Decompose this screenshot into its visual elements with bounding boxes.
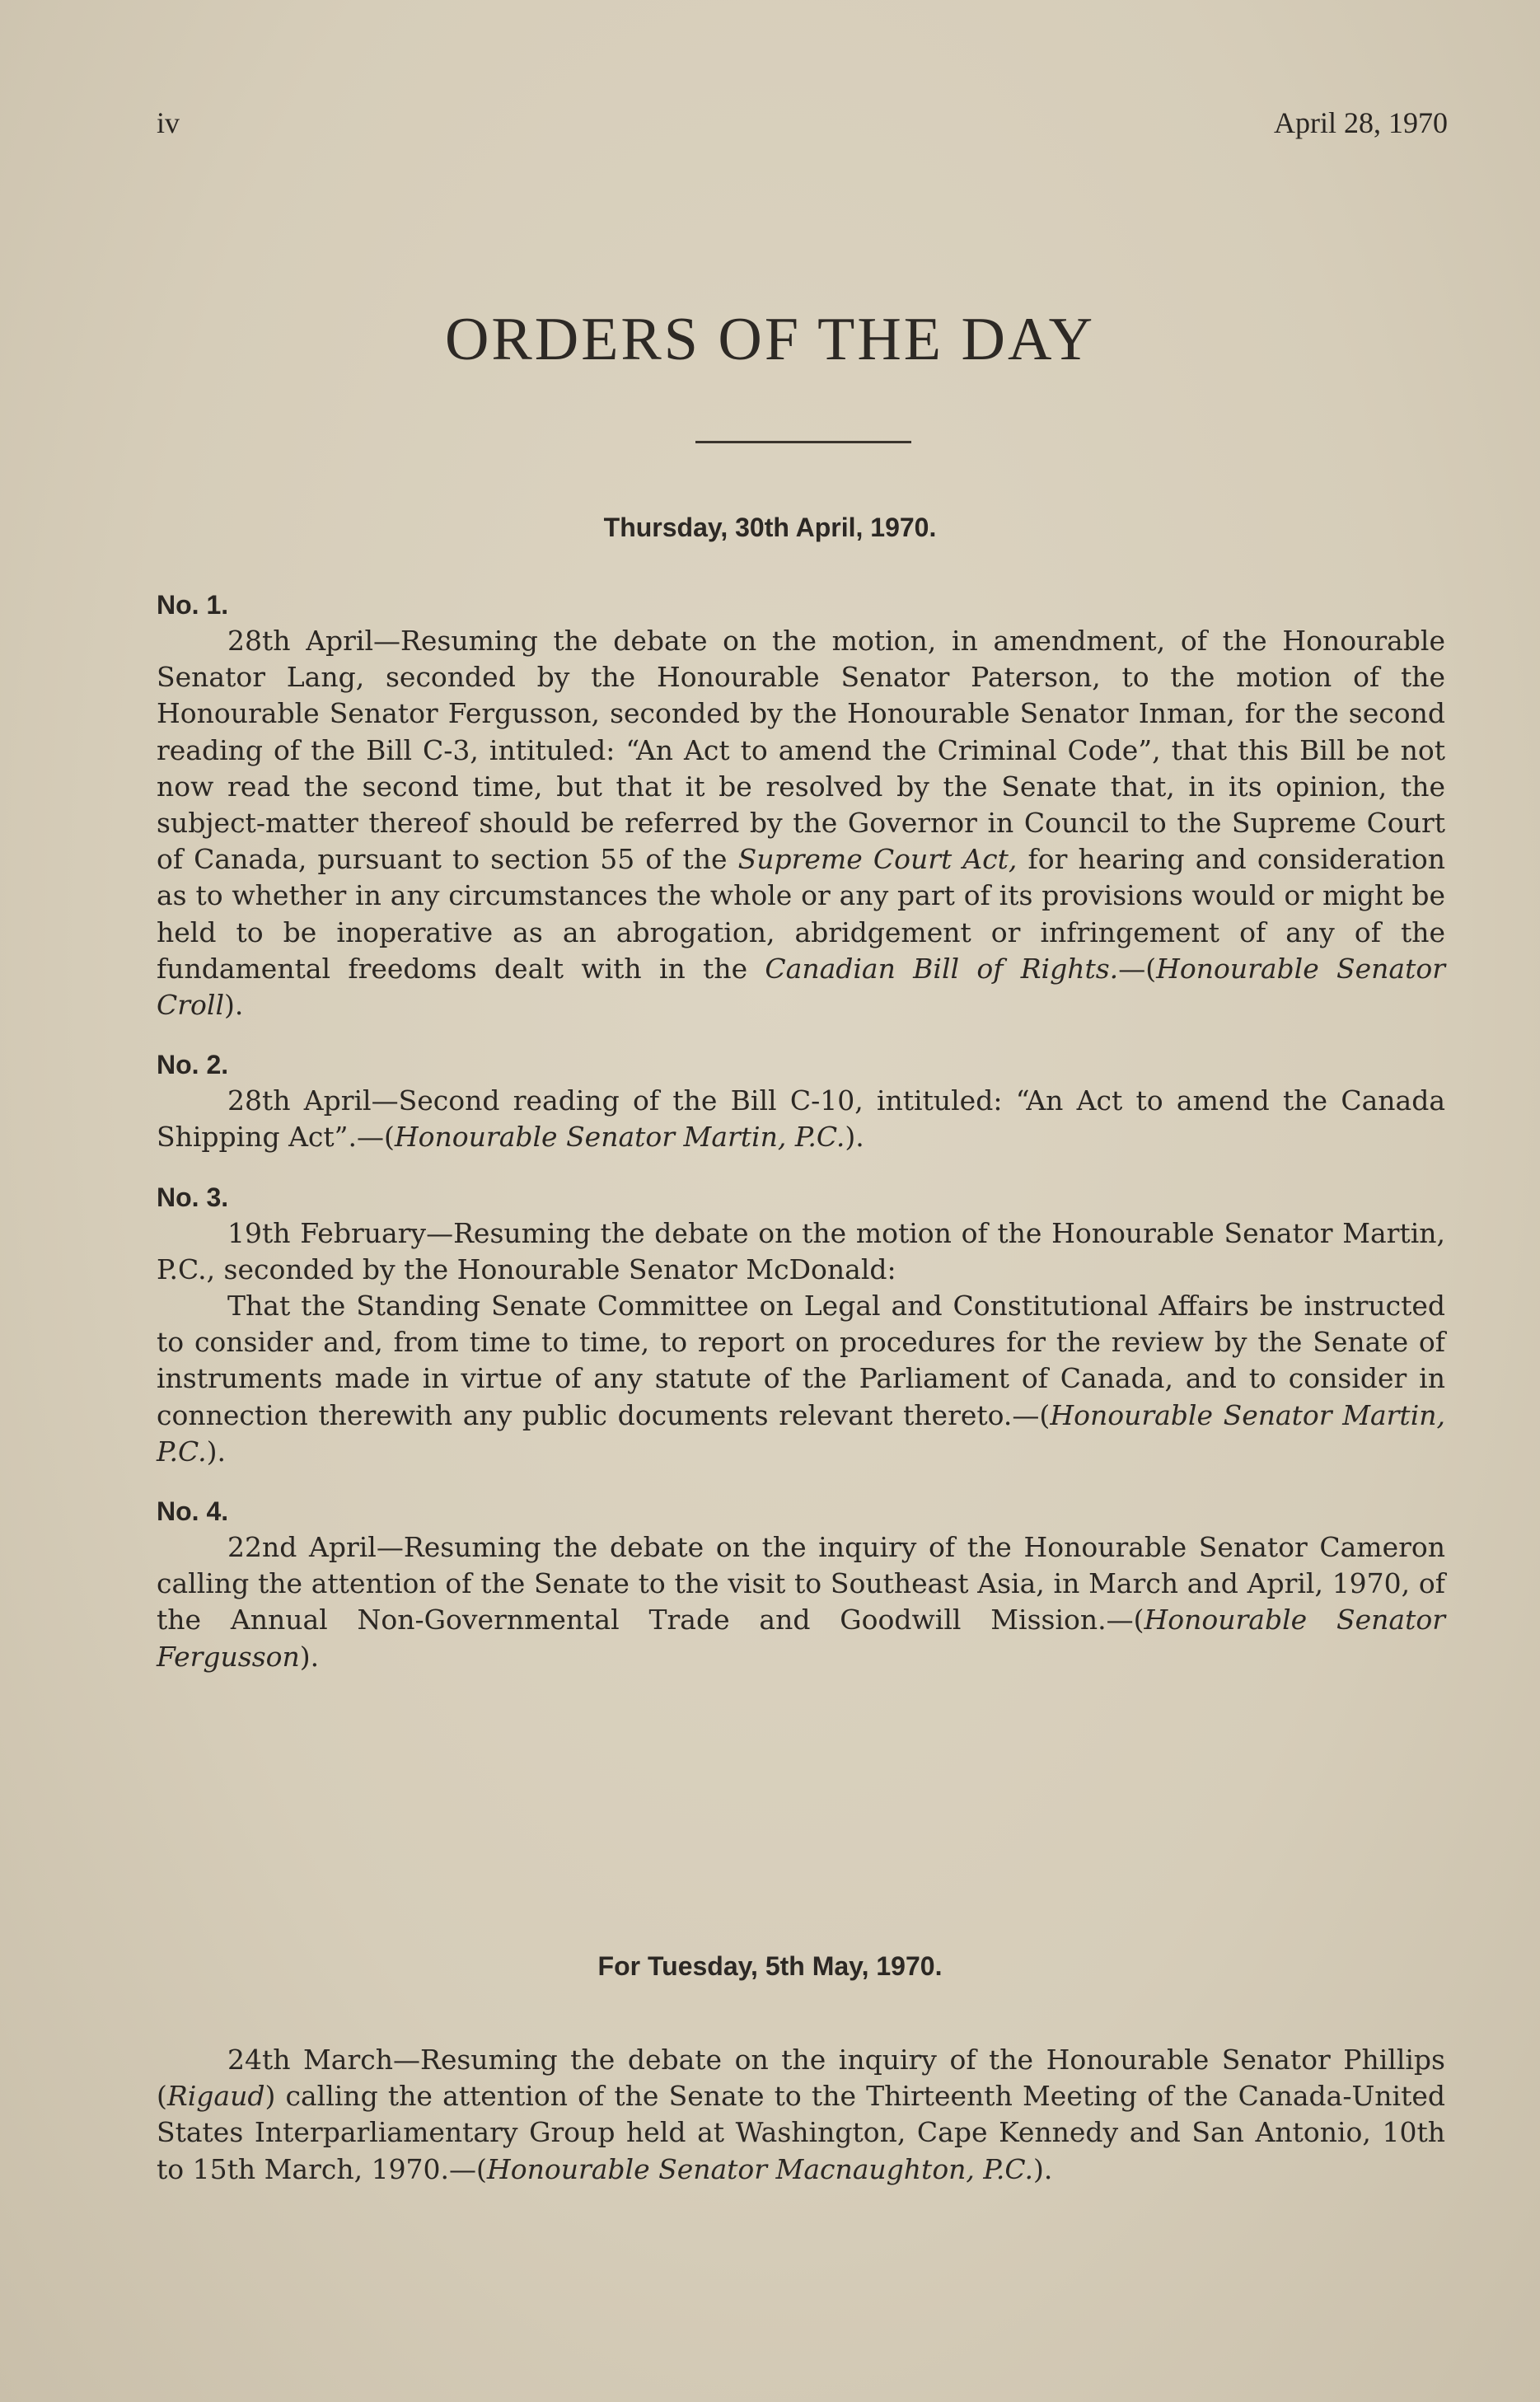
item-number: No. 1. — [157, 590, 229, 620]
order-item-1 — [157, 587, 1445, 1023]
page-number: iv — [157, 106, 180, 139]
item-number: No. 4. — [157, 1496, 229, 1527]
item-number: No. 2. — [157, 1050, 229, 1080]
header-date: April 28, 1970 — [1274, 106, 1448, 139]
item-motion-text: That the Standing Senate Committee on Legal and Constitutional Affairs be instructed to consider and, from time to time, to report on procedures for the review by the Senate of instruments made in virtue of any statute of the Parliament of Canada, and to consider in connection therewith any public documents relevant thereto.—(Honourable Senator Martin, P.C.). — [157, 1290, 1445, 1468]
item-text: 28th April—Resuming the debate on the motion, in amendment, of the Honourable Senator Lang, seconded by the Honourable Senator Paterson, to the motion of the Honourable Senator Fergusson, seconded by the Honourable Senator Inman, for the second reading of the Bill C-3, intituled: “An Act to amend the Criminal Code”, that this Bill be not now read the second time, but that it be resolved by the Senate that, in its opinion, the subject-matter thereof should be referred by the Governor in Council to the Supreme Court of Canada, pursuant to section 55 of the Supreme Court Act, for hearing and consideration as to whether in any circumstances the whole or any part of its provisions would or might be held to be inoperative as an abrogation, abridgement or infringement of any of the fundamental freedoms dealt with in the Canadian Bill of Rights.—(Honourable Senator Croll). — [157, 625, 1446, 1022]
spacer — [157, 1023, 1445, 1046]
page-title: ORDERS OF THE DAY — [444, 306, 1096, 373]
spacer — [157, 1470, 1445, 1493]
item-number: No. 3. — [157, 1182, 229, 1212]
item-text: 28th April—Second reading of the Bill C-10, intituled: “An Act to amend the Canada Shipping Act”.—(Honourable Senator Martin, P.C.). — [157, 1084, 1445, 1154]
order-item-4 — [157, 1493, 1445, 1675]
section-thursday-body — [157, 587, 1445, 1675]
title-rule — [695, 441, 911, 443]
order-item-2 — [157, 1046, 1445, 1155]
item-text: 19th February—Resuming the debate on the motion of the Honourable Senator Martin, P.C., seconded by the Honourable Senator McDonald: — [157, 1216, 1445, 1285]
section-heading-thursday: Thursday, 30th April, 1970. — [603, 513, 937, 542]
running-head — [157, 105, 1448, 147]
item-text: 24th March—Resuming the debate on the inquiry of the Honourable Senator Phillips (Rigaud) calling the attention of the Senate to the Thirteenth Meeting of the Canada-United States Interparliamentary Group held at Washington, Cape Kennedy and San Antonio, 10th to 15th March, 1970.—(Honourable Senator Macnaughton, P.C.). — [157, 2044, 1445, 2185]
item-text: 22nd April—Resuming the debate on the inquiry of the Honourable Senator Cameron calling the attention of the Senate to the visit to Southeast Asia, in March and April, 1970, of the Annual Non-Governmental Trade and Goodwill Mission.—(Honourable Senator Fergusson). — [157, 1531, 1445, 1673]
section-heading-tuesday: For Tuesday, 5th May, 1970. — [597, 1951, 943, 1981]
spacer — [157, 1156, 1445, 1179]
section-tuesday-body — [157, 2042, 1445, 2188]
order-item-3 — [157, 1179, 1445, 1470]
